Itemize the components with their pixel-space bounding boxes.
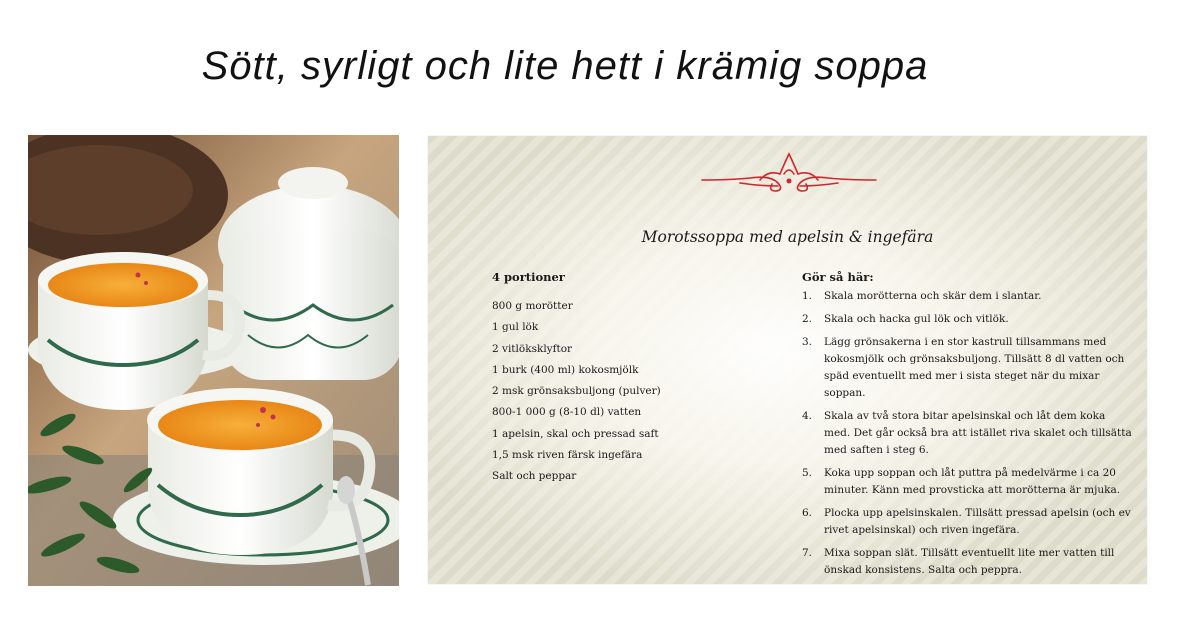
step-number: 2.	[802, 313, 813, 325]
ingredient-item: 1,5 msk riven färsk ingefära	[492, 449, 643, 462]
ingredient-item: 2 vitlöksklyftor	[492, 342, 573, 355]
step-item	[802, 288, 1132, 305]
step-item	[802, 545, 1132, 579]
step-number: 7.	[802, 547, 813, 559]
step-text: Plocka upp apelsinskalen. Tillsätt pressad apelsin (och ev rivet apelsinskal) och riven ingefära.	[824, 507, 1131, 536]
step-number: 5.	[802, 467, 813, 479]
ingredient-item: 800 g morötter	[492, 300, 573, 312]
step-text: Skala av två stora bitar apelsinskal och låt dem koka med. Det går också bra att istället riva skalet och tillsätta med saften i steg 6.	[824, 410, 1132, 456]
step-number: 1.	[802, 290, 813, 302]
step-item	[802, 505, 1132, 539]
step-number: 6.	[802, 507, 813, 519]
step-text: Skala och hacka gul lök och vitlök.	[824, 313, 1009, 325]
step-text: Koka upp soppan och låt puttra på medelvärme i ca 20 minuter. Känn med provsticka att morötterna är mjuka.	[824, 467, 1121, 496]
step-item	[802, 334, 1132, 402]
instructions-heading: Gör så här:	[802, 270, 874, 284]
step-text: Skala morötterna och skär dem i slantar.	[824, 290, 1042, 302]
recipe-title: Morotssoppa med apelsin & ingefära	[641, 228, 934, 246]
ingredients-heading: 4 portioner	[492, 270, 565, 284]
step-text: Mixa soppan slät. Tillsätt eventuellt lite mer vatten till önskad konsistens. Salta och peppra.	[824, 547, 1115, 576]
ingredients-column	[492, 270, 752, 488]
ingredients-list	[492, 296, 752, 488]
ingredient-item: 1 gul lök	[492, 321, 539, 334]
step-text: Lägg grönsakerna i en stor kastrull tillsammans med kokosmjölk och grönsaksbuljong. Tillsätt 8 dl vatten och späd eventuellt med mer i sista steget när du mixar soppan.	[824, 336, 1125, 399]
recipe-card	[428, 136, 1147, 584]
ingredient-item: 800-1 000 g (8-10 dl) vatten	[492, 406, 642, 419]
ingredient-item: 1 apelsin, skal och pressad saft	[492, 427, 659, 440]
soup-photo	[28, 135, 399, 586]
ingredient-item: 1 burk (400 ml) kokosmjölk	[492, 363, 639, 376]
step-item	[802, 311, 1132, 328]
page-headline: Sött, syrligt och lite hett i krämig soppa	[201, 44, 929, 88]
ingredient-item: 2 msk grönsaksbuljong (pulver)	[492, 385, 661, 398]
flourish-ornament-icon	[700, 150, 878, 198]
soup-photo-illustration	[28, 135, 399, 586]
step-item	[802, 408, 1132, 459]
steps-list	[802, 288, 1132, 579]
step-number: 4.	[802, 410, 813, 422]
ingredient-item: Salt och peppar	[492, 470, 577, 483]
step-number: 3.	[802, 336, 813, 348]
step-item	[802, 465, 1132, 499]
instructions-column	[802, 270, 1132, 584]
